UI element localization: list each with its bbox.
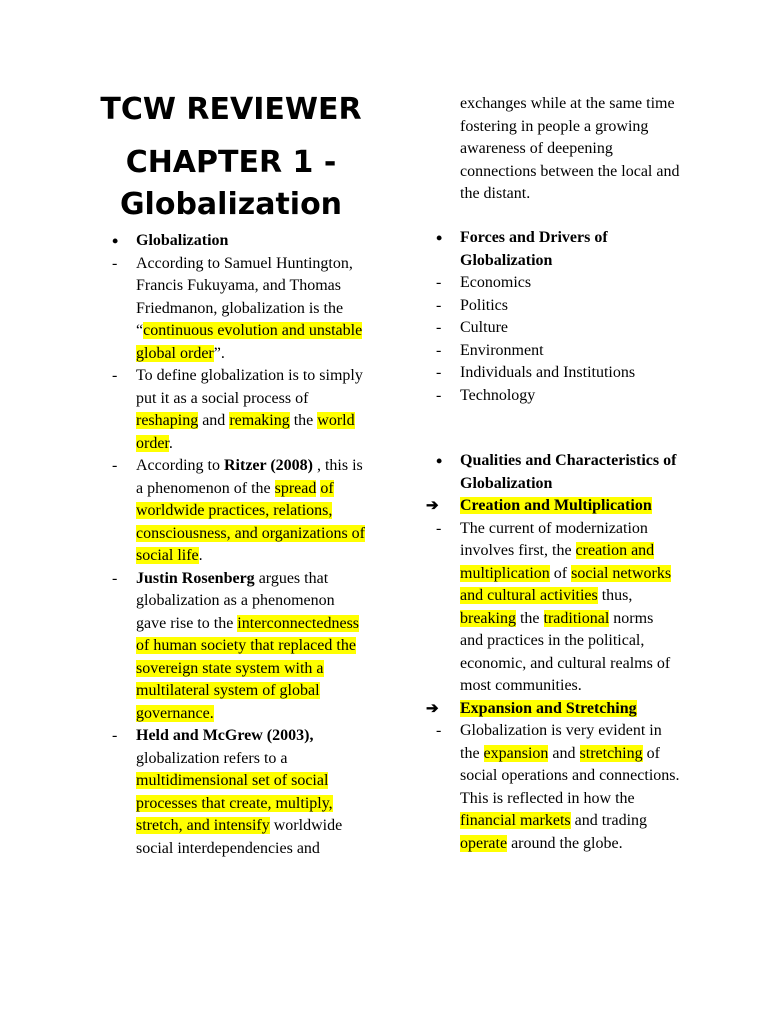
highlight: social networks and cultural activities — [460, 564, 672, 604]
text: Globalization is very evident in the — [460, 722, 662, 762]
highlight: interconnectedness of human society that replaced the sovereign state system with a multilateral system of global governance. — [136, 614, 360, 722]
text: and — [548, 744, 580, 762]
dash-icon: - — [436, 319, 442, 336]
list-item — [420, 385, 680, 408]
highlight: of worldwide practices, relations, consciousness, and organizations of social life — [136, 479, 365, 564]
highlight: creation and multiplication — [460, 542, 655, 582]
text: thus, — [597, 587, 633, 604]
text: According to — [136, 457, 224, 474]
bullet-globalization-label: Globalization — [136, 232, 229, 249]
highlight: continuous evolution and unstable global order — [136, 322, 363, 362]
highlight: financial markets — [460, 812, 571, 829]
dash-icon: - — [112, 367, 118, 384]
text: and — [198, 412, 230, 429]
list-item — [420, 340, 680, 363]
text: ”. — [213, 344, 225, 362]
text: . — [198, 547, 203, 564]
text: around the globe. — [507, 834, 623, 852]
highlight: expansion — [483, 744, 549, 762]
definition-huntington — [96, 253, 366, 366]
bullet-icon: • — [112, 231, 119, 251]
bullet-icon: • — [436, 451, 443, 471]
continuation-text — [420, 93, 680, 206]
text: norms and practices in the political, economic, and cultural realms of most communities. — [460, 609, 671, 694]
text: exchanges while at the same time fostering in people a growing awareness of deepening connections between the local and the distant. — [460, 95, 680, 202]
dash-icon: - — [436, 296, 442, 314]
document-title: TCW REVIEWER — [100, 92, 362, 127]
dash-icon: - — [436, 519, 442, 537]
text: Individuals and Institutions — [460, 364, 636, 381]
highlight: operate — [460, 834, 508, 852]
subheading-expansion-label: Expansion and Stretching — [460, 699, 637, 717]
text: Culture — [460, 319, 508, 336]
text: According to Samuel Huntington, Francis Fukuyama, and Thomas Friedmanon, globalization is the “ — [136, 254, 353, 339]
bullet-forces-drivers — [420, 227, 680, 272]
text: worldwide social interdependencies and — [136, 817, 343, 857]
bullet-icon: • — [436, 228, 443, 248]
arrow-icon: ➔ — [426, 700, 439, 717]
qualities-heading: Qualities and Characteristics of Globalization — [460, 452, 677, 492]
highlight: world order — [136, 412, 355, 452]
author-name: Justin Rosenberg — [136, 569, 255, 587]
subheading-creation — [420, 495, 680, 518]
highlight: spread — [274, 479, 317, 497]
expansion-description — [420, 720, 680, 855]
text: Politics — [460, 296, 509, 314]
definition-held-mcgrew — [96, 725, 366, 860]
text: globalization refers to a — [136, 749, 288, 767]
dash-icon: - — [436, 722, 442, 739]
dash-icon: - — [112, 569, 118, 587]
author-name: Held and McGrew (2003), — [136, 727, 314, 744]
globalization-section — [96, 230, 366, 860]
forces-heading: Forces and Drivers of Globalization — [460, 229, 608, 269]
definition-ritzer — [96, 455, 366, 568]
list-item — [420, 317, 680, 340]
highlight: stretching — [579, 744, 643, 762]
text: the — [515, 609, 544, 627]
list-item — [420, 272, 680, 295]
subheading-creation-label: Creation and Multiplication — [460, 497, 652, 514]
text: the — [289, 412, 318, 429]
text: Environment — [460, 341, 544, 359]
author-name: Ritzer (2008) — [223, 457, 313, 474]
continuation-paragraph — [420, 93, 680, 206]
subheading-expansion — [420, 698, 680, 721]
chapter-title-line2: Globalization — [119, 187, 343, 222]
list-item — [420, 295, 680, 318]
text: argues that globalization as a phenomenon gave rise to the — [136, 569, 335, 632]
dash-icon: - — [436, 341, 442, 359]
text: To define globalization is to simply put it as a social process of — [136, 367, 363, 407]
highlight: reshaping — [136, 412, 199, 429]
list-item — [420, 362, 680, 385]
highlight: breaking — [460, 609, 516, 627]
dash-icon: - — [436, 386, 442, 404]
arrow-icon: ➔ — [426, 498, 439, 514]
forces-section — [420, 227, 680, 407]
chapter-title — [96, 142, 366, 226]
text: Technology — [460, 386, 536, 404]
qualities-section — [420, 450, 680, 855]
dash-icon: - — [112, 254, 118, 272]
text: , this is a phenomenon of the — [136, 457, 363, 497]
text: and trading — [570, 812, 648, 829]
bullet-globalization — [96, 230, 366, 253]
text: The current of modernization involves first, the — [460, 519, 648, 559]
dash-icon: - — [112, 727, 118, 744]
highlight: multidimensional set of social processes that create, multiply, stretch, and intensify — [136, 772, 333, 834]
highlight: remaking — [229, 412, 290, 429]
creation-description — [420, 518, 680, 698]
text: of social operations and connections. This is reflected in how the — [460, 744, 680, 807]
bullet-qualities — [420, 450, 680, 495]
dash-icon: - — [112, 457, 118, 474]
text: Economics — [460, 274, 532, 291]
dash-icon: - — [436, 274, 442, 291]
dash-icon: - — [436, 364, 442, 381]
chapter-title-line1: CHAPTER 1 - — [125, 145, 337, 180]
definition-social-process — [96, 365, 366, 455]
text: of — [549, 564, 572, 582]
text: . — [168, 434, 173, 452]
definition-rosenberg — [96, 568, 366, 726]
highlight: traditional — [543, 609, 610, 627]
